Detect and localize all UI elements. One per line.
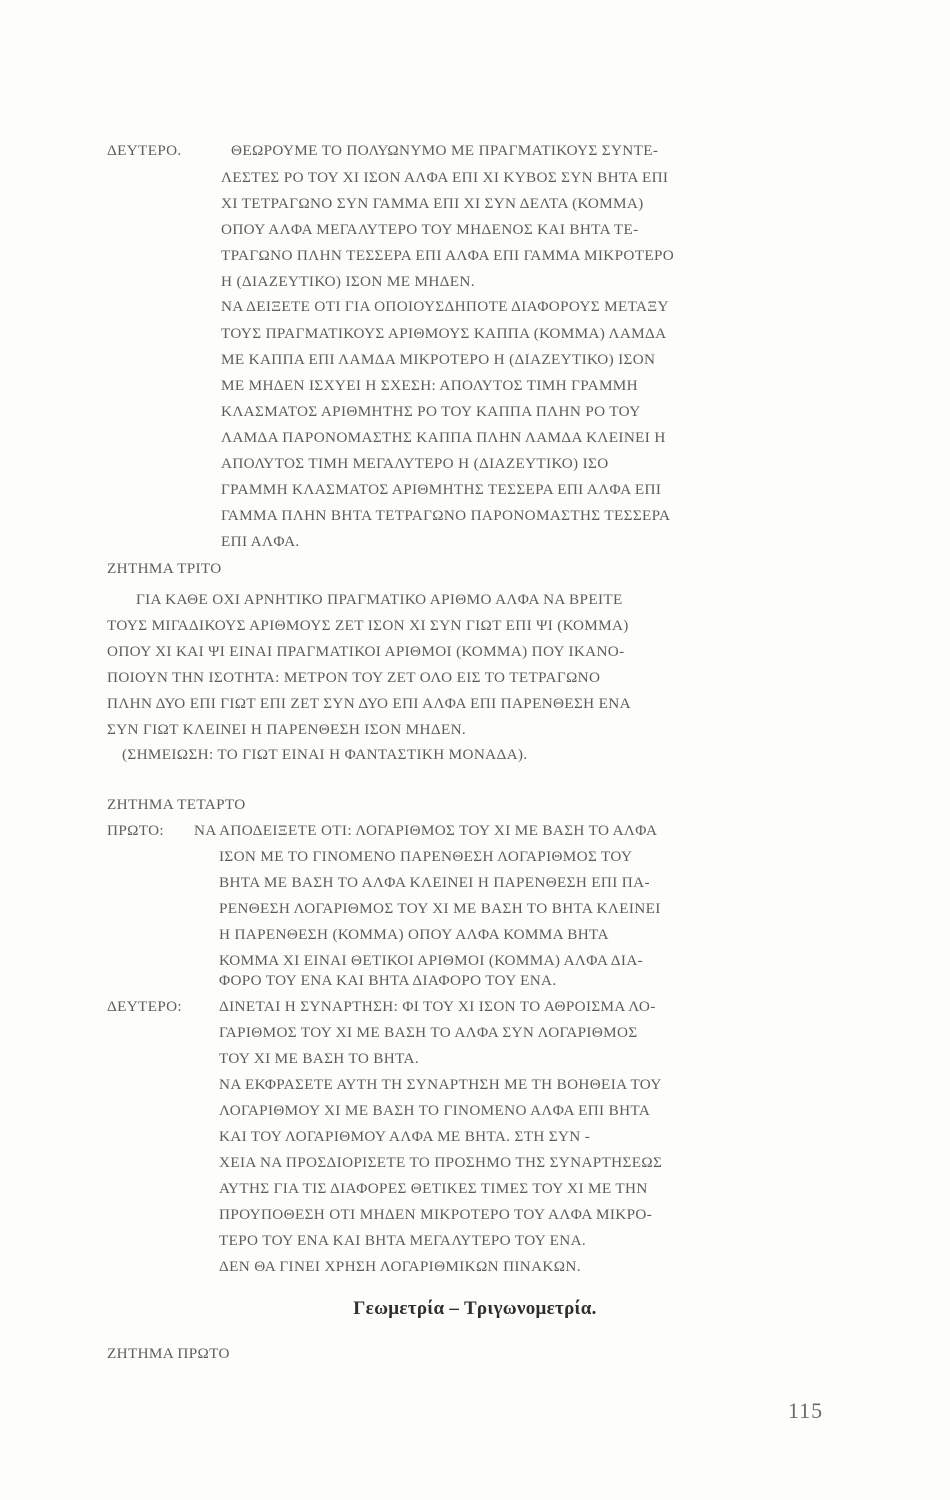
text-line: ΒΗΤΑ ΜΕ ΒΑΣΗ ΤΟ ΑΛΦΑ ΚΛΕΙΝΕΙ Η ΠΑΡΕΝΘΕΣΗ ΕΠΙ ΠΑ- [219, 874, 650, 891]
text-line: ΛΕΣΤΕΣ ΡΟ ΤΟΥ ΧΙ ΙΣΟΝ ΑΛΦΑ ΕΠΙ ΧΙ ΚΥΒΟΣ ΣΥΝ ΒΗΤΑ ΕΠΙ [221, 169, 669, 186]
text-line: ΘΕΩΡΟΥΜΕ ΤΟ ΠΟΛΥΩΝΥΜΟ ΜΕ ΠΡΑΓΜΑΤΙΚΟΥΣ ΣΥΝΤΕ- [231, 142, 659, 159]
text-line: ΠΟΙΟΥΝ ΤΗΝ ΙΣΟΤΗΤΑ: ΜΕΤΡΟΝ ΤΟΥ ΖΕΤ ΟΛΟ ΕΙΣ ΤΟ ΤΕΤΡΑΓΩΝΟ [107, 669, 601, 686]
page-number: 115 [788, 1398, 824, 1423]
text-line: ΤΕΡΟ ΤΟΥ ΕΝΑ ΚΑΙ ΒΗΤΑ ΜΕΓΑΛΥΤΕΡΟ ΤΟΥ ΕΝΑ. [219, 1232, 587, 1249]
problem-title: ΖΗΤΗΜΑ ΠΡΩΤΟ [107, 1345, 230, 1362]
text-line: ΑΥΤΗΣ ΓΙΑ ΤΙΣ ΔΙΑΦΟΡΕΣ ΘΕΤΙΚΕΣ ΤΙΜΕΣ ΤΟΥ ΧΙ ΜΕ ΤΗΝ [219, 1180, 648, 1197]
text-line: ΑΠΟΛΥΤΟΣ ΤΙΜΗ ΜΕΓΑΛΥΤΕΡΟ Η (ΔΙΑΖΕΥΤΙΚΟ) ΙΣΟ [221, 455, 609, 472]
text-line: ΤΡΑΓΩΝΟ ΠΛΗΝ ΤΕΣΣΕΡΑ ΕΠΙ ΑΛΦΑ ΕΠΙ ΓΑΜΜΑ ΜΙΚΡΟΤΕΡΟ [221, 247, 675, 264]
text-line: ΦΟΡΟ ΤΟΥ ΕΝΑ ΚΑΙ ΒΗΤΑ ΔΙΑΦΟΡΟ ΤΟΥ ΕΝΑ. [219, 972, 557, 989]
text-line: ΛΟΓΑΡΙΘΜΟΥ ΧΙ ΜΕ ΒΑΣΗ ΤΟ ΓΙΝΟΜΕΝΟ ΑΛΦΑ ΕΠΙ ΒΗΤΑ [219, 1102, 651, 1119]
problem-title: ΖΗΤΗΜΑ ΤΕΤΑΡΤΟ [107, 796, 246, 813]
text-line: ΤΟΥ ΧΙ ΜΕ ΒΑΣΗ ΤΟ ΒΗΤΑ. [219, 1050, 419, 1067]
text-line: ΤΟΥΣ ΜΙΓΑΔΙΚΟΥΣ ΑΡΙΘΜΟΥΣ ΖΕΤ ΙΣΟΝ ΧΙ ΣΥΝ ΓΙΩΤ ΕΠΙ ΨΙ (ΚΟΜΜΑ) [107, 617, 629, 634]
text-line: ΚΑΙ ΤΟΥ ΛΟΓΑΡΙΘΜΟΥ ΑΛΦΑ ΜΕ ΒΗΤΑ. ΣΤΗ ΣΥΝ - [219, 1128, 591, 1145]
text-line: ΔΕΝ ΘΑ ΓΙΝΕΙ ΧΡΗΣΗ ΛΟΓΑΡΙΘΜΙΚΩΝ ΠΙΝΑΚΩΝ. [219, 1258, 581, 1275]
text-line: Η (ΔΙΑΖΕΥΤΙΚΟ) ΙΣΟΝ ΜΕ ΜΗΔΕΝ. [221, 273, 475, 290]
text-line: ΧΕΙΑ ΝΑ ΠΡΟΣΔΙΟΡΙΣΕΤΕ ΤΟ ΠΡΟΣΗΜΟ ΤΗΣ ΣΥΝΑΡΤΗΣΕΩΣ [219, 1154, 663, 1171]
text-line: ΟΠΟΥ ΑΛΦΑ ΜΕΓΑΛΥΤΕΡΟ ΤΟΥ ΜΗΔΕΝΟΣ ΚΑΙ ΒΗΤΑ ΤΕ- [221, 221, 639, 238]
text-line: ΜΕ ΜΗΔΕΝ ΙΣΧΥΕΙ Η ΣΧΕΣΗ: ΑΠΟΛΥΤΟΣ ΤΙΜΗ ΓΡΑΜΜΗ [221, 377, 638, 394]
text-line: Η ΠΑΡΕΝΘΕΣΗ (ΚΟΜΜΑ) ΟΠΟΥ ΑΛΦΑ ΚΟΜΜΑ ΒΗΤΑ [219, 926, 609, 943]
text-line: ΛΑΜΔΑ ΠΑΡΟΝΟΜΑΣΤΗΣ ΚΑΠΠΑ ΠΛΗΝ ΛΑΜΔΑ ΚΛΕΙΝΕΙ Η [221, 429, 666, 446]
part-label-second: ΔΕΥΤΕΡΟ: [107, 998, 182, 1015]
text-line: ΡΕΝΘΕΣΗ ΛΟΓΑΡΙΘΜΟΣ ΤΟΥ ΧΙ ΜΕ ΒΑΣΗ ΤΟ ΒΗΤΑ ΚΛΕΙΝΕΙ [219, 900, 661, 917]
text-line: ΝΑ ΕΚΦΡΑΣΕΤΕ ΑΥΤΗ ΤΗ ΣΥΝΑΡΤΗΣΗ ΜΕ ΤΗ ΒΟΗΘΕΙΑ ΤΟΥ [219, 1076, 662, 1093]
text-line: ΝΑ ΔΕΙΞΕΤΕ ΟΤΙ ΓΙΑ ΟΠΟΙΟΥΣΔΗΠΟΤΕ ΔΙΑΦΟΡΟΥΣ ΜΕΤΑΞΥ [221, 298, 669, 315]
note-line: (ΣΗΜΕΙΩΣΗ: ΤΟ ΓΙΩΤ ΕΙΝΑΙ Η ΦΑΝΤΑΣΤΙΚΗ ΜΟΝΑΔΑ). [122, 746, 528, 763]
text-line: ΕΠΙ ΑΛΦΑ. [221, 533, 300, 550]
part-label-first: ΠΡΩΤΟ: [107, 822, 164, 839]
text-line: ΝΑ ΑΠΟΔΕΙΞΕΤΕ ΟΤΙ: ΛΟΓΑΡΙΘΜΟΣ ΤΟΥ ΧΙ ΜΕ ΒΑΣΗ ΤΟ ΑΛΦΑ [194, 822, 658, 839]
text-line: ΓΑΡΙΘΜΟΣ ΤΟΥ ΧΙ ΜΕ ΒΑΣΗ ΤΟ ΑΛΦΑ ΣΥΝ ΛΟΓΑΡΙΘΜΟΣ [219, 1024, 638, 1041]
text-line: ΟΠΟΥ ΧΙ ΚΑΙ ΨΙ ΕΙΝΑΙ ΠΡΑΓΜΑΤΙΚΟΙ ΑΡΙΘΜΟΙ (ΚΟΜΜΑ) ΠΟΥ ΙΚΑΝΟ- [107, 643, 625, 660]
text-line: ΣΥΝ ΓΙΩΤ ΚΛΕΙΝΕΙ Η ΠΑΡΕΝΘΕΣΗ ΙΣΟΝ ΜΗΔΕΝ. [107, 721, 467, 738]
text-line: ΙΣΟΝ ΜΕ ΤΟ ΓΙΝΟΜΕΝΟ ΠΑΡΕΝΘΕΣΗ ΛΟΓΑΡΙΘΜΟΣ ΤΟΥ [219, 848, 633, 865]
part-label-second: ΔΕΥΤΕΡΟ. [107, 142, 182, 159]
text-line: ΠΡΟΥΠΟΘΕΣΗ ΟΤΙ ΜΗΔΕΝ ΜΙΚΡΟΤΕΡΟ ΤΟΥ ΑΛΦΑ ΜΙΚΡΟ- [219, 1206, 653, 1223]
text-line: ΚΟΜΜΑ ΧΙ ΕΙΝΑΙ ΘΕΤΙΚΟΙ ΑΡΙΘΜΟΙ (ΚΟΜΜΑ) ΑΛΦΑ ΔΙΑ- [219, 952, 644, 969]
text-line: ΤΟΥΣ ΠΡΑΓΜΑΤΙΚΟΥΣ ΑΡΙΘΜΟΥΣ ΚΑΠΠΑ (ΚΟΜΜΑ) ΛΑΜΔΑ [221, 325, 667, 342]
problem-title: ΖΗΤΗΜΑ ΤΡΙΤΟ [107, 560, 222, 577]
text-line: ΔΙΝΕΤΑΙ Η ΣΥΝΑΡΤΗΣΗ: ΦΙ ΤΟΥ ΧΙ ΙΣΟΝ ΤΟ ΑΘΡΟΙΣΜΑ ΛΟ- [219, 998, 656, 1015]
text-line: ΓΙΑ ΚΑΘΕ ΟΧΙ ΑΡΝΗΤΙΚΟ ΠΡΑΓΜΑΤΙΚΟ ΑΡΙΘΜΟ ΑΛΦΑ ΝΑ ΒΡΕΙΤΕ [136, 591, 623, 608]
text-line: ΓΑΜΜΑ ΠΛΗΝ ΒΗΤΑ ΤΕΤΡΑΓΩΝΟ ΠΑΡΟΝΟΜΑΣΤΗΣ ΤΕΣΣΕΡΑ [221, 507, 671, 524]
text-line: ΧΙ ΤΕΤΡΑΓΩΝΟ ΣΥΝ ΓΑΜΜΑ ΕΠΙ ΧΙ ΣΥΝ ΔΕΛΤΑ (ΚΟΜΜΑ) [221, 195, 644, 212]
text-line: ΜΕ ΚΑΠΠΑ ΕΠΙ ΛΑΜΔΑ ΜΙΚΡΟΤΕΡΟ Η (ΔΙΑΖΕΥΤΙΚΟ) ΙΣΟΝ [221, 351, 656, 368]
section-heading: Γεωμετρία – Τριγωνομετρία. [353, 1298, 597, 1319]
text-line: ΠΛΗΝ ΔΥΟ ΕΠΙ ΓΙΩΤ ΕΠΙ ΖΕΤ ΣΥΝ ΔΥΟ ΕΠΙ ΑΛΦΑ ΕΠΙ ΠΑΡΕΝΘΕΣΗ ΕΝΑ [107, 695, 631, 712]
text-line: ΚΛΑΣΜΑΤΟΣ ΑΡΙΘΜΗΤΗΣ ΡΟ ΤΟΥ ΚΑΠΠΑ ΠΛΗΝ ΡΟ ΤΟΥ [221, 403, 641, 420]
text-line: ΓΡΑΜΜΗ ΚΛΑΣΜΑΤΟΣ ΑΡΙΘΜΗΤΗΣ ΤΕΣΣΕΡΑ ΕΠΙ ΑΛΦΑ ΕΠΙ [221, 481, 662, 498]
